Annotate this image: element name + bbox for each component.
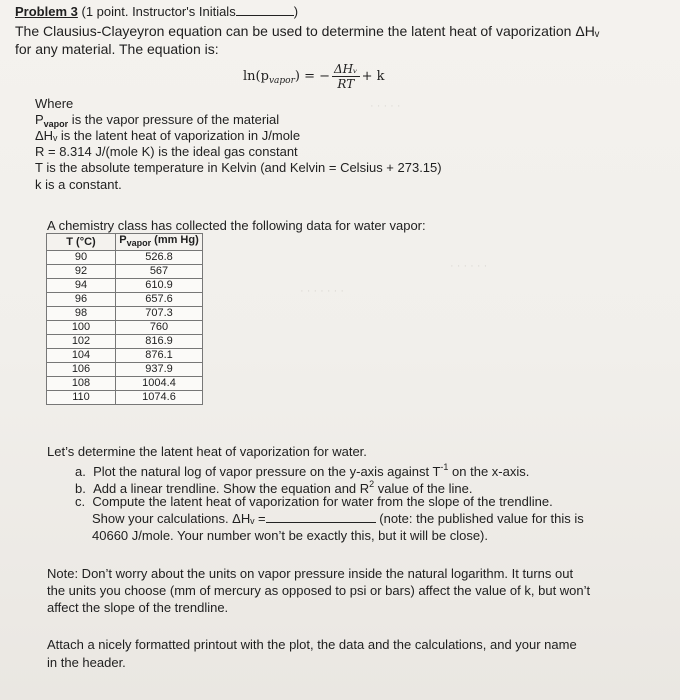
equation-denominator: RT <box>337 77 355 91</box>
table-row: 110 1074.6 <box>47 391 203 405</box>
initials-blank[interactable] <box>236 3 294 16</box>
bleed-through-text: · · · · · · <box>450 260 488 272</box>
task-c: c. Compute the latent heat of vaporization for water from the slope of the trendline. <box>75 494 553 509</box>
clausius-clapeyron-equation: $\ln(p_{vapor})$ = − $\frac{\text{ΔHᵥ}}{RT}$ + k <box>243 62 385 91</box>
latent-heat-answer-blank[interactable] <box>266 511 376 523</box>
task-c-published-value: 40660 J/mole. Your number won’t be exactly this, but it will be close). <box>92 528 488 543</box>
definition-pvapor: $P_{vapor}$ is the vapor pressure of the material <box>35 112 280 129</box>
bleed-through-text: · · · · · <box>370 100 401 112</box>
bleed-through-text: · · · · · · · <box>300 285 344 297</box>
where-label: Where <box>35 96 74 111</box>
definition-t: T is the absolute temperature in Kelvin (and Kelvin = Celsius + 273.15) <box>35 160 442 175</box>
task-c-calculation: Show your calculations. ΔHᵥ = (note: the published value for this is <box>92 511 584 526</box>
intro-line-2: for any material. The equation is: <box>15 41 219 57</box>
task-b: b. Add a linear trendline. Show the equation and $R^2$ value of the line. <box>75 479 473 496</box>
attach-line-1: Attach a nicely formatted printout with the plot, the data and the calculations, and your name <box>47 637 577 652</box>
data-intro: A chemistry class has collected the following data for water vapor: <box>47 218 426 233</box>
table-row: 100 760 <box>47 321 203 335</box>
definition-k: k is a constant. <box>35 177 122 192</box>
table-header-row <box>47 234 203 251</box>
note-line-1: Note: Don’t worry about the units on vapor pressure inside the natural logarithm. It turns out <box>47 566 574 581</box>
attach-line-2: in the header. <box>47 655 126 670</box>
column-header-temperature: T (°C) <box>47 234 116 251</box>
table-row: 98 707.3 <box>47 307 203 321</box>
table-row: 92 567 <box>47 265 203 279</box>
table-row: 94 610.9 <box>47 279 203 293</box>
task-a: a. Plot the natural log of vapor pressure on the y-axis against $T^{-1}$ on the x-axis. <box>75 462 530 479</box>
note-line-3: affect the slope of the trendline. <box>47 600 229 615</box>
problem-header: Problem 3 (1 point. Instructor's Initials ) <box>15 4 299 19</box>
definition-dhv: ΔHᵥ is the latent heat of vaporization in J/mole <box>35 128 301 143</box>
tasks-intro: Let’s determine the latent heat of vaporization for water. <box>47 444 367 459</box>
table-row: 90 526.8 <box>47 251 203 265</box>
table-row: 104 876.1 <box>47 349 203 363</box>
table-row: 96 657.6 <box>47 293 203 307</box>
table-row: 106 937.9 <box>47 363 203 377</box>
equation-numerator: ΔHᵥ <box>334 62 358 76</box>
vapor-pressure-table <box>46 233 203 405</box>
table-row: 102 816.9 <box>47 335 203 349</box>
intro-line-1: The Clausius-Clayeyron equation can be used to determine the latent heat of vaporization ΔHᵥ <box>15 23 600 39</box>
definition-r: R = 8.314 J/(mole K) is the ideal gas constant <box>35 144 298 159</box>
note-line-2: the units you choose (mm of mercury as opposed to psi or bars) affect the value of k, but won’t <box>47 583 591 598</box>
column-header-pressure: $P_{vapor}$ (mm Hg) <box>116 234 203 251</box>
table-row: 108 1004.4 <box>47 377 203 391</box>
